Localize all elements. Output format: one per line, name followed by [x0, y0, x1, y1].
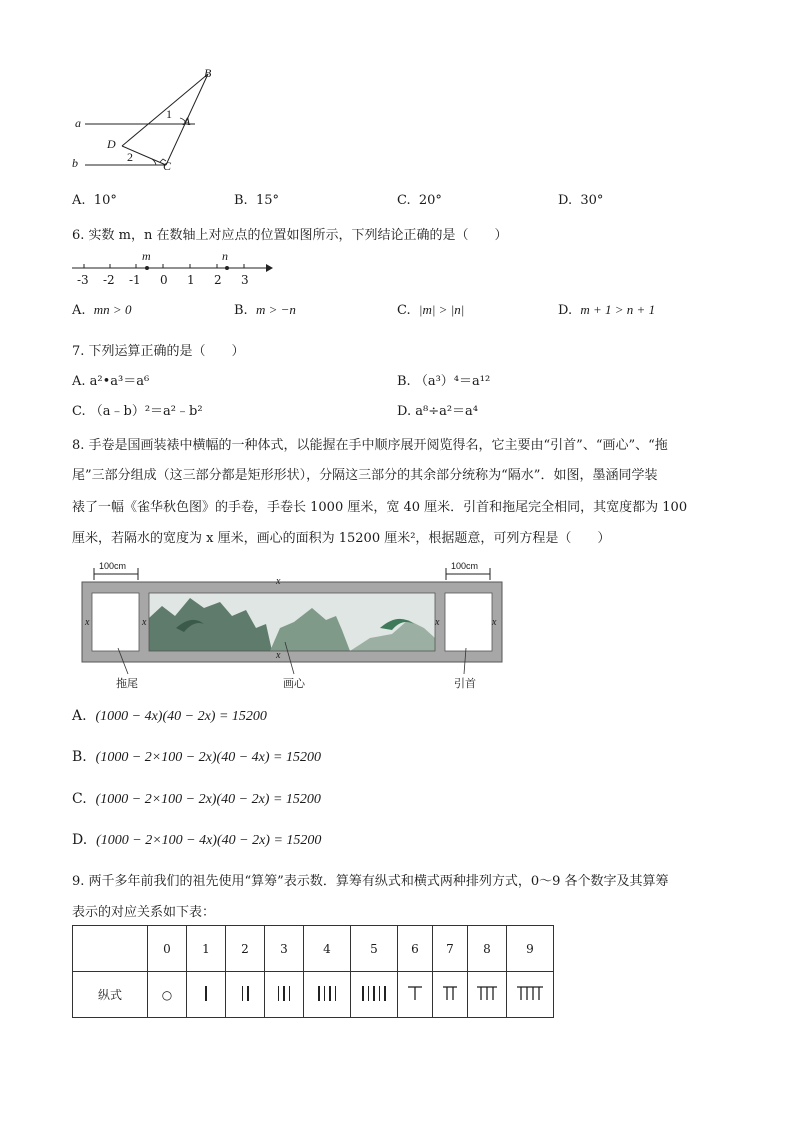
q8-option-b[interactable] [72, 749, 321, 766]
x-label-left: x [85, 617, 90, 628]
q7-option-c[interactable] [72, 400, 203, 419]
table-cell: 1 [187, 926, 226, 972]
table-cell: 3 [265, 926, 304, 972]
label-angle-1: 1 [166, 107, 172, 121]
label-b: b [72, 156, 78, 170]
table-cell: 9 [507, 926, 554, 972]
option-text: a⁸÷a²＝a⁴ [415, 404, 479, 419]
table-cell: 7 [433, 926, 468, 972]
q6-stem: 6. 实数 m，n 在数轴上对应点的位置如图所示，下列结论正确的是（ ） [72, 228, 508, 243]
label-D: D [107, 137, 116, 151]
rod-symbol-7 [433, 972, 468, 1018]
table-cell: 0 [148, 926, 187, 972]
option-letter: D. [397, 404, 412, 419]
dim-label-left: 100cm [99, 561, 127, 571]
counting-rods-table [72, 925, 554, 1018]
tail-panel [92, 593, 139, 651]
tick-label: 0 [160, 273, 168, 287]
option-letter: B. [397, 374, 411, 389]
label-A: A [183, 114, 191, 128]
option-text: 10° [93, 193, 117, 208]
q8-option-d[interactable] [72, 832, 321, 849]
option-text: (1000 − 2×100 − 4x)(40 − 2x) = 15200 [96, 833, 322, 848]
q6-option-a[interactable] [72, 302, 131, 318]
x-label-right: x [492, 617, 497, 628]
tick-label: 2 [214, 273, 222, 287]
option-text: |m| > |n| [418, 302, 465, 317]
caption-tail: 拖尾 [116, 677, 138, 690]
option-letter: D. [558, 303, 573, 318]
option-letter: A. [72, 303, 86, 318]
x-label-mid-left: x [142, 617, 147, 628]
point-m [145, 266, 149, 270]
tick-label: 1 [187, 273, 195, 287]
q7-option-a[interactable] [72, 370, 149, 389]
q8-line: 8. 手卷是国画装裱中横幅的一种体式，以能握在手中顺序展开阅览得名，它主要由“引首”、“画心”、“拖 [72, 438, 668, 453]
q7-stem: 7. 下列运算正确的是（ ） [72, 344, 245, 359]
rod-symbol-0 [148, 972, 187, 1018]
option-text: (1000 − 2×100 − 2x)(40 − 4x) = 15200 [95, 750, 321, 765]
rod-symbol-3 [265, 972, 304, 1018]
zero-circle-icon: ○ [161, 987, 173, 1002]
option-text: 30° [580, 193, 604, 208]
option-text: （a³）⁴＝a¹² [414, 374, 491, 389]
point-n [225, 266, 229, 270]
x-label-bottom: x [276, 650, 281, 661]
caption-head: 引首 [454, 677, 476, 690]
rod-seven-icon [442, 985, 458, 1001]
tick-label: -2 [103, 273, 115, 287]
q6-option-b[interactable] [234, 302, 296, 318]
q9-line: 表示的对应关系如下表： [72, 905, 216, 920]
label-a: a [75, 116, 81, 130]
option-text: 20° [418, 193, 442, 208]
label-C: C [163, 159, 172, 173]
number-line-label-n: n [222, 249, 228, 263]
rod-eight-icon [476, 985, 498, 1001]
q8-line: 厘米，若隔水的宽度为 x 厘米，画心的面积为 15200 厘米²，根据题意，可列方程是（ ） [72, 531, 611, 546]
rod-symbol-5 [351, 972, 398, 1018]
table-cell: 4 [304, 926, 351, 972]
table-cell: 2 [226, 926, 265, 972]
number-line-arrow [266, 264, 273, 272]
dim-label-right: 100cm [451, 561, 479, 571]
number-line-label-m: m [142, 249, 151, 263]
q8-option-c[interactable] [72, 791, 321, 808]
table-cell [73, 926, 148, 972]
option-letter: A. [72, 708, 87, 724]
rod-six-icon [407, 985, 423, 1001]
tick-label: 3 [241, 273, 249, 287]
q8-line: 裱了一幅《雀华秋色图》的手卷，手卷长 1000 厘米，宽 40 厘米．引首和拖尾完全相同，其宽度都为 100 [72, 500, 688, 515]
q6-option-d[interactable] [558, 302, 655, 318]
segment-BD [122, 74, 208, 146]
label-B: B [204, 66, 212, 80]
x-label-top: x [276, 576, 281, 587]
head-panel [445, 593, 492, 651]
option-text: mn > 0 [93, 302, 132, 317]
rod-nine-icon [516, 985, 544, 1001]
rod-symbol-9 [507, 972, 554, 1018]
option-letter: B. [234, 193, 248, 208]
table-row [73, 972, 554, 1018]
table-header-row [73, 926, 554, 972]
q9-line: 9. 两千多年前我们的祖先使用“算筹”表示数．算筹有纵式和横式两种排列方式，0～9 各个数字及其算筹 [72, 874, 669, 889]
option-letter: A. [72, 193, 86, 208]
rod-symbol-6 [398, 972, 433, 1018]
rod-symbol-4 [304, 972, 351, 1018]
q8-line: 尾”三部分组成（这三部分都是矩形形状），分隔这三部分的其余部分统称为“隔水”．如图，墨涵同学装 [72, 468, 658, 483]
option-text: 15° [255, 193, 279, 208]
q7-option-b[interactable] [397, 370, 490, 389]
table-cell: 8 [468, 926, 507, 972]
q5-option-c[interactable] [397, 193, 442, 208]
number-line-ticks [84, 264, 244, 268]
table-cell: 6 [398, 926, 433, 972]
option-letter: C. [397, 193, 411, 208]
option-letter: C. [72, 791, 87, 807]
option-text: m > −n [255, 302, 296, 317]
option-letter: D. [558, 193, 573, 208]
rod-symbol-2 [226, 972, 265, 1018]
q7-option-d[interactable] [397, 400, 478, 419]
rod-symbol-8 [468, 972, 507, 1018]
option-letter: D. [72, 832, 88, 848]
option-letter: B. [72, 749, 87, 765]
option-text: (1000 − 4x)(40 − 2x) = 15200 [95, 709, 267, 724]
label-angle-2: 2 [127, 150, 133, 164]
tick-label: -1 [129, 273, 141, 287]
tick-label: -3 [77, 273, 89, 287]
option-text: (1000 − 2×100 − 2x)(40 − 2x) = 15200 [95, 792, 321, 807]
option-letter: B. [234, 303, 248, 318]
option-text: （a﹣b）²＝a²﹣b² [89, 404, 203, 419]
option-letter: A. [72, 374, 86, 389]
option-letter: C. [397, 303, 411, 318]
table-cell: 5 [351, 926, 398, 972]
table-row-label: 纵式 [73, 972, 148, 1018]
q5-option-d[interactable] [558, 193, 603, 208]
caption-painting: 画心 [283, 677, 305, 690]
q5-option-b[interactable] [234, 193, 279, 208]
q8-option-a[interactable] [72, 708, 267, 725]
q5-option-a[interactable] [72, 193, 117, 208]
option-letter: C. [72, 404, 86, 419]
q6-option-c[interactable] [397, 302, 464, 318]
option-text: a²•a³＝a⁶ [89, 374, 150, 389]
option-text: m + 1 > n + 1 [580, 302, 656, 317]
rod-symbol-1 [187, 972, 226, 1018]
x-label-mid-right: x [435, 617, 440, 628]
